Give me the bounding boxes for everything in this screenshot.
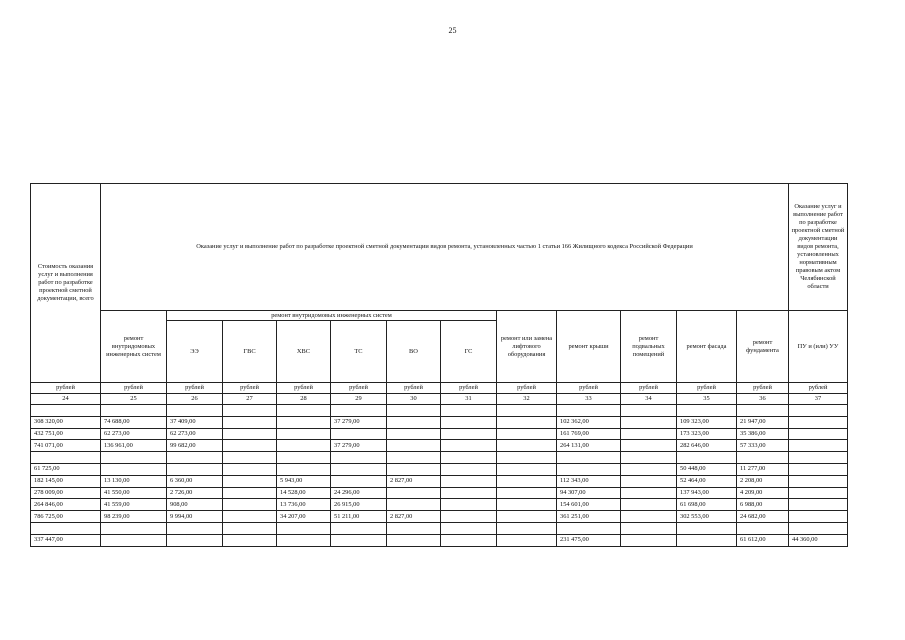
data-cell: 2 726,00 — [167, 487, 223, 499]
header-col-30: ВО — [387, 321, 441, 383]
data-cell — [167, 405, 223, 417]
data-cell: 61 725,00 — [31, 463, 101, 475]
column-number-cell: 35 — [677, 394, 737, 405]
data-cell: 102 362,00 — [557, 416, 621, 428]
data-cell — [277, 416, 331, 428]
column-number-cell: 27 — [223, 394, 277, 405]
column-number-cell: 30 — [387, 394, 441, 405]
column-number-row — [31, 394, 848, 405]
data-cell — [441, 475, 497, 487]
data-cell — [789, 522, 848, 534]
units-cell: рублей — [167, 383, 223, 394]
data-cell: 337 447,00 — [31, 534, 101, 546]
header-col-29: ТС — [331, 321, 387, 383]
header-main-group: Оказание услуг и выполнение работ по разработке проектной сметной документации видов ремонта, установленных частью 1 статьи 166 Жилищного кодекса Российской Федерации — [101, 184, 789, 311]
data-cell — [737, 405, 789, 417]
data-cell: 62 273,00 — [167, 428, 223, 440]
header-total-cost: Стоимость оказания услуг и выполнения работ по разработке проектной сметной документации, всего — [31, 184, 101, 383]
header-col-37: ПУ и (или) УУ — [789, 311, 848, 383]
data-cell — [387, 452, 441, 464]
data-cell — [557, 522, 621, 534]
data-cell: 786 725,00 — [31, 511, 101, 523]
units-cell: рублей — [497, 383, 557, 394]
data-cell — [789, 405, 848, 417]
data-cell — [789, 452, 848, 464]
data-cell: 99 682,00 — [167, 440, 223, 452]
data-cell: 26 915,00 — [331, 499, 387, 511]
data-cell — [497, 463, 557, 475]
data-cell: 302 553,00 — [677, 511, 737, 523]
header-col-36: ремонт фундамента — [737, 311, 789, 383]
data-cell: 231 475,00 — [557, 534, 621, 546]
data-cell: 37 279,00 — [331, 440, 387, 452]
data-cell — [31, 405, 101, 417]
data-cell — [789, 499, 848, 511]
data-cell: 4 209,00 — [737, 487, 789, 499]
data-cell — [331, 534, 387, 546]
data-cell — [441, 463, 497, 475]
column-number-cell: 24 — [31, 394, 101, 405]
data-cell — [497, 440, 557, 452]
data-cell — [277, 428, 331, 440]
data-cell — [387, 440, 441, 452]
data-cell: 154 601,00 — [557, 499, 621, 511]
data-cell: 432 751,00 — [31, 428, 101, 440]
data-cell: 6 988,00 — [737, 499, 789, 511]
column-number-cell: 33 — [557, 394, 621, 405]
data-cell: 24 682,00 — [737, 511, 789, 523]
data-cell — [387, 499, 441, 511]
data-cell — [101, 452, 167, 464]
data-cell: 51 211,00 — [331, 511, 387, 523]
units-cell: рублей — [277, 383, 331, 394]
data-cell — [497, 452, 557, 464]
column-number-cell: 28 — [277, 394, 331, 405]
data-cell — [223, 475, 277, 487]
data-cell: 2 827,00 — [387, 475, 441, 487]
data-row — [31, 475, 848, 487]
data-cell — [621, 511, 677, 523]
data-cell — [497, 534, 557, 546]
data-cell — [223, 405, 277, 417]
data-cell — [621, 452, 677, 464]
data-cell: 11 277,00 — [737, 463, 789, 475]
data-cell — [441, 499, 497, 511]
header-col-34: ремонт подвальных помещений — [621, 311, 677, 383]
data-cell — [677, 522, 737, 534]
data-row — [31, 487, 848, 499]
data-cell — [331, 405, 387, 417]
data-cell — [497, 522, 557, 534]
data-cell — [621, 487, 677, 499]
data-cell: 21 947,00 — [737, 416, 789, 428]
data-cell — [737, 522, 789, 534]
data-cell: 37 409,00 — [167, 416, 223, 428]
data-cell: 74 688,00 — [101, 416, 167, 428]
data-cell: 52 464,00 — [677, 475, 737, 487]
header-engineering-group: ремонт внутридомовых инженерных систем — [167, 311, 497, 321]
header-col-27: ГВС — [223, 321, 277, 383]
data-row — [31, 440, 848, 452]
data-cell — [277, 405, 331, 417]
data-cell: 41 559,00 — [101, 499, 167, 511]
data-cell — [621, 499, 677, 511]
data-cell — [277, 522, 331, 534]
data-cell — [441, 428, 497, 440]
data-cell — [387, 534, 441, 546]
data-row — [31, 416, 848, 428]
column-number-cell: 34 — [621, 394, 677, 405]
data-cell — [223, 452, 277, 464]
data-cell: 41 550,00 — [101, 487, 167, 499]
data-cell — [557, 452, 621, 464]
header-col-25: ремонт внутридомовых инженерных систем — [101, 311, 167, 383]
data-cell: 50 448,00 — [677, 463, 737, 475]
data-cell — [621, 522, 677, 534]
data-cell — [789, 475, 848, 487]
data-cell — [621, 428, 677, 440]
data-cell — [223, 499, 277, 511]
data-cell — [167, 463, 223, 475]
data-cell — [277, 440, 331, 452]
data-cell: 308 320,00 — [31, 416, 101, 428]
data-cell — [677, 452, 737, 464]
header-extra-group: Оказание услуг и выполнение работ по разработке проектной сметной документации видов ремонта, установленных нормативным правовым актом Челябинской области — [789, 184, 848, 311]
data-cell — [387, 405, 441, 417]
data-cell — [621, 416, 677, 428]
header-col-28: ХВС — [277, 321, 331, 383]
data-cell — [387, 416, 441, 428]
data-row — [31, 463, 848, 475]
data-cell — [441, 405, 497, 417]
data-cell: 57 333,00 — [737, 440, 789, 452]
data-cell: 908,00 — [167, 499, 223, 511]
data-cell — [441, 511, 497, 523]
data-cell — [789, 463, 848, 475]
data-cell — [331, 428, 387, 440]
data-cell — [497, 487, 557, 499]
header-col-35: ремонт фасада — [677, 311, 737, 383]
data-cell: 2 208,00 — [737, 475, 789, 487]
column-number-cell: 37 — [789, 394, 848, 405]
data-cell — [101, 463, 167, 475]
data-cell — [331, 475, 387, 487]
data-cell: 94 307,00 — [557, 487, 621, 499]
column-number-cell: 25 — [101, 394, 167, 405]
data-cell — [789, 416, 848, 428]
data-cell: 5 943,00 — [277, 475, 331, 487]
data-cell — [621, 440, 677, 452]
data-cell — [223, 416, 277, 428]
data-cell — [331, 452, 387, 464]
header-col-26: ЭЭ — [167, 321, 223, 383]
data-cell: 741 071,00 — [31, 440, 101, 452]
data-cell — [223, 511, 277, 523]
units-cell: рублей — [789, 383, 848, 394]
data-cell: 137 943,00 — [677, 487, 737, 499]
data-cell — [223, 463, 277, 475]
data-row — [31, 522, 848, 534]
data-cell — [441, 416, 497, 428]
data-cell — [331, 463, 387, 475]
data-cell — [101, 534, 167, 546]
data-cell: 161 769,00 — [557, 428, 621, 440]
data-cell: 173 323,00 — [677, 428, 737, 440]
data-cell: 282 646,00 — [677, 440, 737, 452]
column-number-cell: 31 — [441, 394, 497, 405]
data-cell: 62 273,00 — [101, 428, 167, 440]
data-cell — [441, 487, 497, 499]
data-cell: 361 251,00 — [557, 511, 621, 523]
data-cell: 13 130,00 — [101, 475, 167, 487]
data-cell — [167, 534, 223, 546]
units-cell: рублей — [737, 383, 789, 394]
data-cell: 2 827,00 — [387, 511, 441, 523]
column-number-cell: 32 — [497, 394, 557, 405]
data-cell — [789, 487, 848, 499]
data-cell — [31, 522, 101, 534]
data-cell: 182 145,00 — [31, 475, 101, 487]
data-cell — [387, 522, 441, 534]
data-cell — [789, 511, 848, 523]
data-cell — [101, 405, 167, 417]
data-cell — [223, 487, 277, 499]
units-cell: рублей — [31, 383, 101, 394]
data-cell — [497, 405, 557, 417]
data-cell — [441, 440, 497, 452]
data-cell — [441, 534, 497, 546]
data-cell — [31, 452, 101, 464]
data-cell: 14 528,00 — [277, 487, 331, 499]
units-cell: рублей — [223, 383, 277, 394]
data-cell: 278 009,00 — [31, 487, 101, 499]
units-cell: рублей — [441, 383, 497, 394]
data-cell: 24 296,00 — [331, 487, 387, 499]
data-cell — [497, 416, 557, 428]
data-cell: 98 239,00 — [101, 511, 167, 523]
data-cell — [277, 463, 331, 475]
data-cell — [789, 428, 848, 440]
data-cell: 35 386,00 — [737, 428, 789, 440]
data-cell — [101, 522, 167, 534]
data-cell — [621, 463, 677, 475]
header-col-31: ГС — [441, 321, 497, 383]
data-cell — [223, 522, 277, 534]
data-cell — [621, 405, 677, 417]
data-cell — [387, 463, 441, 475]
data-cell: 6 360,00 — [167, 475, 223, 487]
data-row — [31, 405, 848, 417]
data-row — [31, 499, 848, 511]
data-cell — [497, 428, 557, 440]
data-cell — [441, 452, 497, 464]
data-cell: 264 846,00 — [31, 499, 101, 511]
data-cell — [223, 428, 277, 440]
data-cell: 9 994,00 — [167, 511, 223, 523]
data-cell: 44 360,00 — [789, 534, 848, 546]
units-cell: рублей — [387, 383, 441, 394]
units-cell: рублей — [557, 383, 621, 394]
data-cell — [677, 534, 737, 546]
data-cell: 61 612,00 — [737, 534, 789, 546]
data-cell: 109 323,00 — [677, 416, 737, 428]
column-number-cell: 29 — [331, 394, 387, 405]
data-cell — [789, 440, 848, 452]
data-cell: 13 736,00 — [277, 499, 331, 511]
data-cell — [621, 534, 677, 546]
data-cell: 34 207,00 — [277, 511, 331, 523]
data-cell — [387, 428, 441, 440]
data-cell — [331, 522, 387, 534]
data-cell: 264 131,00 — [557, 440, 621, 452]
data-cell — [497, 499, 557, 511]
data-cell: 61 698,00 — [677, 499, 737, 511]
units-cell: рублей — [101, 383, 167, 394]
data-cell: 112 343,00 — [557, 475, 621, 487]
data-cell — [677, 405, 737, 417]
data-row — [31, 428, 848, 440]
data-cell — [223, 534, 277, 546]
data-cell — [167, 522, 223, 534]
units-cell: рублей — [621, 383, 677, 394]
units-cell: рублей — [677, 383, 737, 394]
data-cell — [557, 405, 621, 417]
data-cell — [497, 475, 557, 487]
data-cell — [277, 452, 331, 464]
data-cell — [277, 534, 331, 546]
column-number-cell: 26 — [167, 394, 223, 405]
data-cell — [441, 522, 497, 534]
units-row — [31, 383, 848, 394]
data-cell: 136 961,00 — [101, 440, 167, 452]
data-cell: 37 279,00 — [331, 416, 387, 428]
column-number-cell: 36 — [737, 394, 789, 405]
data-cell — [557, 463, 621, 475]
header-col-33: ремонт крыши — [557, 311, 621, 383]
header-col-32: ремонт или замена лифтового оборудования — [497, 311, 557, 383]
data-row — [31, 534, 848, 546]
data-row — [31, 452, 848, 464]
data-cell — [621, 475, 677, 487]
page-number: 25 — [448, 26, 457, 35]
data-cell — [737, 452, 789, 464]
cost-table — [30, 183, 848, 547]
data-cell — [167, 452, 223, 464]
data-cell — [387, 487, 441, 499]
data-cell — [223, 440, 277, 452]
data-cell — [497, 511, 557, 523]
units-cell: рублей — [331, 383, 387, 394]
data-row — [31, 511, 848, 523]
